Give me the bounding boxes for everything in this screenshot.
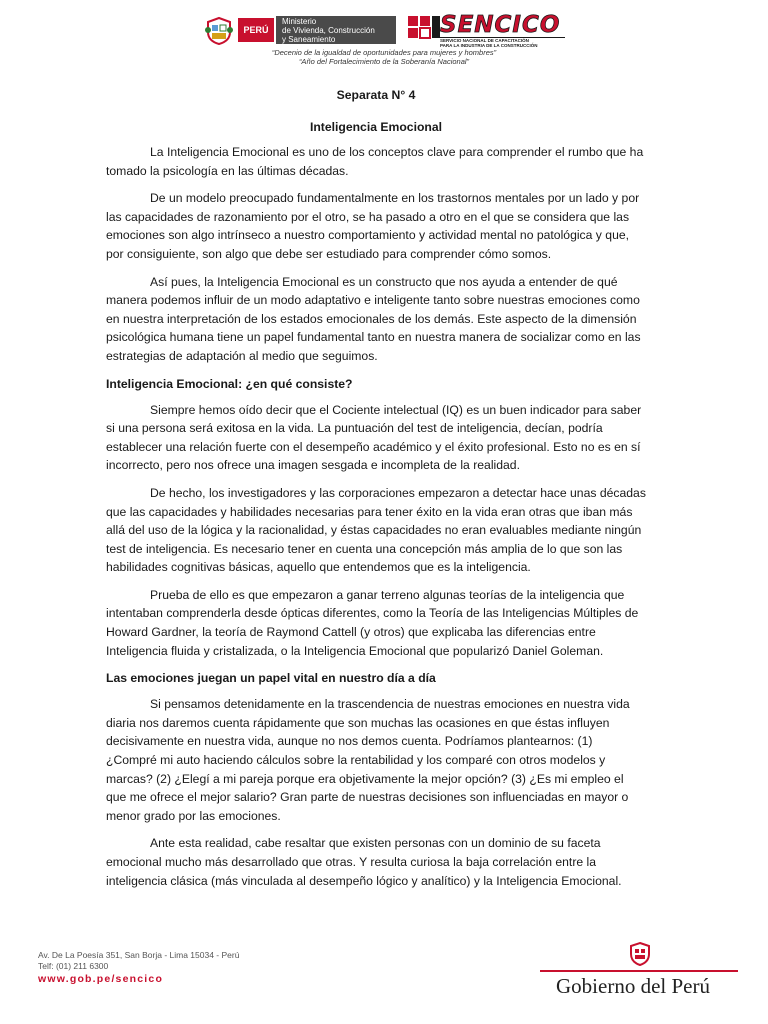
peru-label: PERÚ bbox=[238, 18, 274, 42]
sencico-subtitle-line-2: PARA LA INDUSTRIA DE LA CONSTRUCCIÓN bbox=[440, 43, 538, 48]
paragraph-2: De un modelo preocupado fundamentalmente en los trastornos mentales por un lado y por las capacidades de razonamiento por el otro, se ha pasado a otro en el que se considera que las emociones son algo intrínseco a nuestro comportamiento y actividad mental no patológica y que, por consiguiente, son algo que debe ser estudiado para comprender cómo somos. bbox=[106, 191, 640, 261]
paragraph-3: Así pues, la Inteligencia Emocional es un constructo que nos ayuda a entender de qué manera podemos influir de un modo adaptativo e inteligente tanto sobre nuestras emociones como en nuestra interpretación de los estados emocionales de los demás. Este aspecto de la dimensión psicológica humana tiene un papel fundamental tanto en nuestra manera de socializar como en las estrategias de adaptación al medio que seguimos. bbox=[106, 274, 641, 363]
paragraph-1: La Inteligencia Emocional es uno de los conceptos clave para comprender el rumbo que ha tomado la psicología en las últimas décadas. bbox=[106, 145, 644, 178]
page-header bbox=[0, 0, 768, 80]
decenio-text bbox=[0, 48, 768, 66]
section-heading-1: Inteligencia Emocional: ¿en qué consiste? bbox=[106, 376, 353, 391]
gobierno-seal-icon bbox=[626, 940, 654, 968]
decenio-line-1: “Decenio de la igualdad de oportunidades para mujeres y hombres” bbox=[271, 48, 497, 57]
paragraph-4: Siempre hemos oído decir que el Cociente intelectual (IQ) es un buen indicador para saber si una persona será exitosa en la vida. La puntuación del test de inteligencia, decían, podría establecer una relación fuerte con el desempeño académico y el éxito profesional. Esto no es en sí incorrecto, pero nos ofrece una imagen sesgada e incompleta de la realidad. bbox=[106, 402, 642, 473]
ministry-line-2: de Vivienda, Construcción bbox=[282, 26, 375, 35]
document-body bbox=[106, 86, 646, 899]
document-number-title: Separata N° 4 bbox=[336, 88, 416, 102]
footer-contact bbox=[38, 950, 239, 985]
paragraph-5: De hecho, los investigadores y las corporaciones empezaron a detectar hace unas décadas que las capacidades y habilidades necesarias para tener éxito en la vida eran otras que iban más allá del uso de la lógica y la racionalidad, y éstas capacidades no eran evaluables mediante ningún test de inteligencia. Es necesario tener en cuenta una concepción más amplia de lo que son las habilidades cognitivas básicas, aquello que entendemos que es la inteligencia. bbox=[106, 485, 646, 575]
sencico-wordmark: SENCICO bbox=[440, 12, 561, 38]
section-heading-2: Las emociones juegan un papel vital en nuestro día a día bbox=[106, 671, 436, 686]
document-title: Inteligencia Emocional bbox=[309, 120, 443, 134]
paragraph-6: Prueba de ello es que empezaron a ganar terreno algunas teorías de la inteligencia que intentaban comprenderla desde ópticas diferentes, como la Teoría de las Inteligencias Múltiples de Howard Gardner, la teoría de Raymond Cattell (y otros) que explicaba las diferencias entre Inteligencia fluida y cristalizada, o la Inteligencia Emocional que popularizó Daniel Goleman. bbox=[106, 587, 639, 658]
ministry-line-3: y Saneamiento bbox=[282, 35, 336, 44]
ministry-logo-text bbox=[276, 16, 396, 44]
footer-website-link[interactable]: www.gob.pe/sencico bbox=[38, 973, 164, 985]
peru-coat-of-arms-icon bbox=[204, 16, 234, 46]
decenio-line-2: “Año del Fortalecimiento de la Soberanía Nacional” bbox=[298, 57, 470, 66]
gobierno-red-rule bbox=[540, 970, 738, 972]
sencico-subtitle-line-1: SERVICIO NACIONAL DE CAPACITACIÓN bbox=[440, 38, 529, 43]
gobierno-logo bbox=[540, 940, 740, 1000]
gobierno-text: Gobierno del Perú bbox=[556, 974, 710, 998]
ministry-line-1: Ministerio bbox=[282, 17, 317, 26]
paragraph-8: Ante esta realidad, cabe resaltar que existen personas con un dominio de su faceta emocional mucho más desarrollado que otras. Y resulta curiosa la baja correlación entre la inteligencia clásica (más vinculada al desempeño lógico y analítico) y la Inteligencia Emocional. bbox=[106, 836, 622, 888]
sencico-subtitle bbox=[440, 37, 565, 48]
footer-address: Av. De La Poesía 351, San Borja - Lima 15034 - Perú bbox=[38, 950, 240, 960]
footer-phone: Telf: (01) 211 6300 bbox=[38, 961, 109, 971]
paragraph-7: Si pensamos detenidamente en la trascendencia de nuestras emociones en nuestra vida diaria nos daremos cuenta rápidamente que son muchas las ocasiones en que éstas influyen decisivamente en nuestra vida, aunque no nos demos cuenta. Podríamos plantearnos: (1) ¿Compré mi auto haciendo cálculos sobre la rentabilidad y los comparé con otros modelos y marcas? (2) ¿Elegí a mi pareja porque era objetivamente la mejor opción? (3) ¿Es mi empleo el que me ofrece el mejor salario? Gran parte de nuestras decisiones son influenciadas en mayor o menor grado por las emociones. bbox=[106, 697, 630, 823]
